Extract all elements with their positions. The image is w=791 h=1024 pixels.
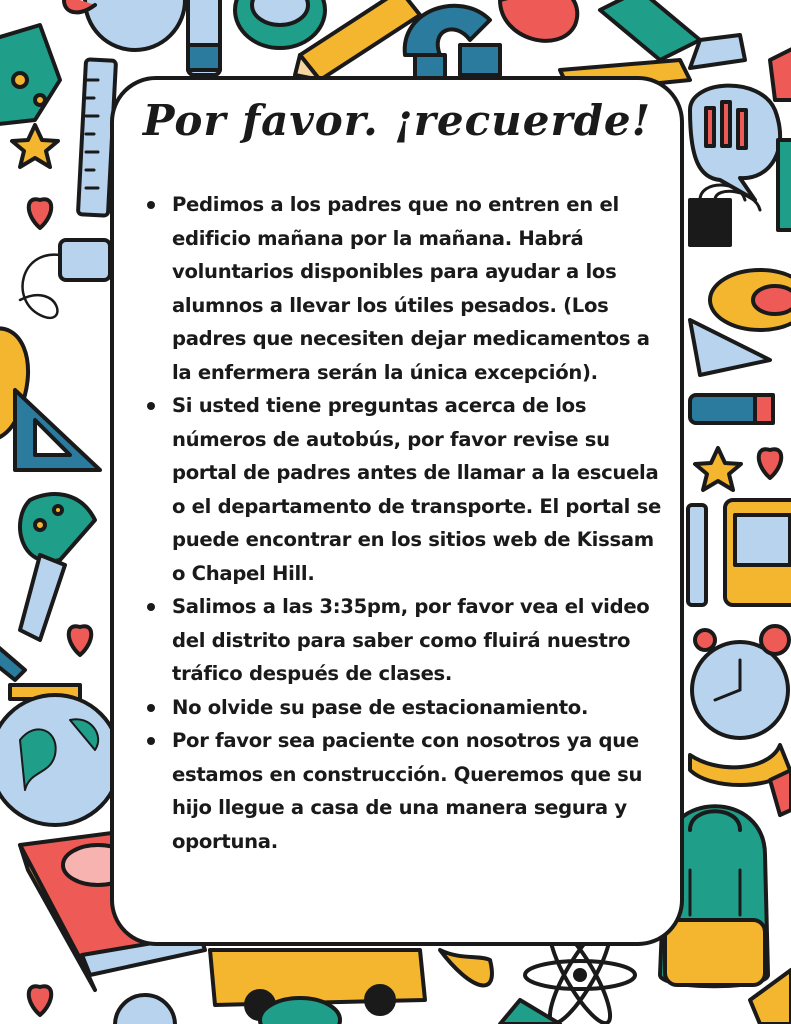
magnifier-icon [405,6,500,83]
list-item: Si usted tiene preguntas acerca de los números de autobús, por favor revise su portal de padres antes de llamar a la escuela o el departamento de transporte. El portal se puede encontrar en los sitios web de Kissam o Chapel Hill. [140,389,672,590]
flask-icon [20,494,95,640]
list-item: No olvide su pase de estacionamiento. [140,691,672,725]
pencil-icon [770,770,791,815]
plug-icon [20,240,110,318]
pencil-icon [0,640,25,680]
apple-icon [500,0,577,41]
calculator-icon [725,500,791,605]
heart-icon [69,626,92,655]
list-item: Por favor sea paciente con nosotros ya que estamos en construcción. Queremos que su hijo llegue a casa de una manera segura y oportuna. [140,724,672,858]
globe-icon [0,685,120,825]
alarm-clock-icon [64,0,185,50]
marker-icon [688,505,706,605]
marker-icon [778,140,791,230]
star-icon [695,448,741,490]
exclamation-bubble-icon [690,86,780,200]
reminder-list [140,188,672,858]
compass-icon [235,0,325,48]
heart-icon [29,199,52,228]
marker-icon [690,395,773,423]
marker-icon [188,0,220,75]
star-icon [12,125,58,167]
flask-icon [600,0,745,68]
alarm-clock-icon [692,626,789,738]
flask-icon [770,45,791,100]
banana-icon [440,950,492,985]
heart-icon [759,449,782,478]
flask-icon [0,25,60,125]
page-title: Por favor. ¡recuerde! [142,96,652,145]
ball-icon [115,995,175,1024]
list-item: Pedimos a los padres que no entren en el edificio mañana por la mañana. Habrá voluntarios disponibles para ayudar a los alumnos a llevar los útiles pesados. (Los padres que necesiten dejar medicamentos a la enfermera serán la única excepción). [140,188,672,389]
set-square-icon [15,390,100,470]
list-item: Salimos a las 3:35pm, por favor vea el video del distrito para saber como fluirá nuestro tráfico después de clases. [140,590,672,691]
heart-icon [29,986,52,1015]
football-icon [710,270,791,330]
